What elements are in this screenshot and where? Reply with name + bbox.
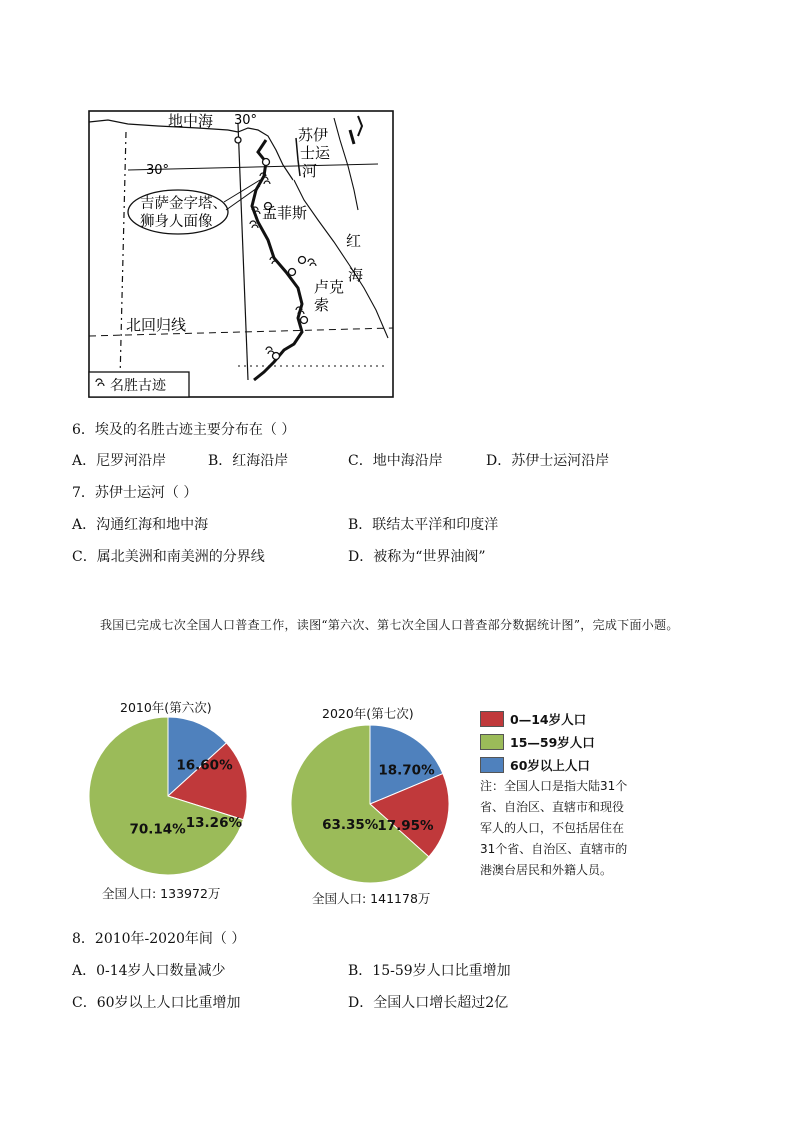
pie-data-label: 18.70% — [378, 762, 435, 779]
legend-item-0-14 — [480, 710, 595, 728]
q7-stem: 7．苏伊士运河（ ） — [72, 485, 198, 501]
pie-chart-2010 — [88, 716, 258, 886]
q7-option-a[interactable]: A．沟通红海和地中海 — [72, 517, 209, 533]
legend-swatch-blue — [480, 757, 504, 773]
q7-option-d[interactable]: D．被称为“世界油阀” — [348, 549, 486, 565]
legend-item-15-59 — [480, 733, 595, 751]
pie-chart-2020 — [290, 724, 460, 894]
q6-option-b[interactable]: B．红海沿岸 — [208, 453, 289, 469]
pie-data-label: 13.26% — [185, 815, 243, 832]
q8-option-c[interactable]: C．60岁以上人口比重增加 — [72, 995, 241, 1011]
q7-option-c[interactable]: C．属北美洲和南美洲的分界线 — [72, 549, 265, 565]
pie1-total: 全国人口: 133972万 — [102, 886, 221, 901]
egypt-map-svg — [88, 110, 394, 398]
intro-paragraph: 我国已完成七次全国人口普查工作，读图“第六次、第七次全国人口普查部分数据统计图”，完成下面小题。 — [100, 618, 679, 632]
q6-stem: 6．埃及的名胜古迹主要分布在（ ） — [72, 422, 296, 438]
city-marker — [263, 159, 270, 166]
legend-label-0-14: 0—14岁人口 — [510, 712, 587, 727]
label-callout-2: 狮身人面像 — [140, 214, 213, 230]
q8-stem: 8．2010年-2020年间（ ） — [72, 931, 246, 947]
q6-option-c[interactable]: C．地中海沿岸 — [348, 453, 443, 469]
pie2-title: 2020年(第七次) — [322, 706, 414, 721]
label-30-top: 30° — [234, 113, 258, 128]
legend-swatch-red — [480, 711, 504, 727]
q8-option-b[interactable]: B．15-59岁人口比重增加 — [348, 963, 511, 979]
chart-legend — [480, 710, 595, 774]
q6-option-a[interactable]: A．尼罗河沿岸 — [72, 453, 167, 469]
map-frame — [89, 111, 393, 397]
q6-option-d[interactable]: D．苏伊士运河沿岸 — [486, 453, 610, 469]
label-callout-1: 吉萨金字塔、 — [140, 196, 227, 212]
city-marker — [301, 317, 308, 324]
legend-item-60 — [480, 756, 595, 774]
label-tropic: 北回归线 — [126, 316, 187, 334]
chart-note: 注：全国人口是指大陆31个省、自治区、直辖市和现役军人的人口，不包括居住在31个省、自治区、直辖市的港澳台居民和外籍人员。 — [480, 779, 628, 877]
legend-label: 名胜古迹 — [110, 378, 166, 394]
luxor-marker — [299, 257, 306, 264]
legend-label-60: 60岁以上人口 — [510, 758, 590, 773]
legend-swatch-green — [480, 734, 504, 750]
pie-data-label: 70.14% — [129, 821, 186, 838]
pie-data-label: 17.95% — [377, 817, 434, 834]
pie-data-label: 16.60% — [176, 757, 233, 774]
label-suez-2: 士运 — [300, 144, 331, 162]
label-mediterranean: 地中海 — [168, 112, 214, 130]
label-suez-3: 河 — [302, 162, 318, 180]
label-luxor-1: 卢克 — [314, 278, 345, 296]
label-memphis: 孟菲斯 — [262, 204, 308, 222]
label-red-1: 红 — [346, 232, 362, 250]
city-marker — [235, 137, 241, 143]
city-marker — [289, 269, 296, 276]
label-30-left: 30° — [146, 163, 170, 178]
pie2-total: 全国人口: 141178万 — [312, 891, 431, 906]
label-suez-1: 苏伊 — [298, 126, 329, 144]
q8-option-a[interactable]: A．0-14岁人口数量减少 — [72, 963, 226, 979]
label-luxor-2: 索 — [314, 296, 330, 314]
pie1-title: 2010年(第六次) — [120, 700, 212, 715]
egypt-map — [88, 110, 394, 398]
label-red-2: 海 — [348, 266, 364, 284]
pie-data-label: 63.35% — [322, 816, 379, 833]
q8-option-d[interactable]: D．全国人口增长超过2亿 — [348, 995, 509, 1011]
q7-option-b[interactable]: B．联结太平洋和印度洋 — [348, 517, 499, 533]
legend-label-15-59: 15—59岁人口 — [510, 735, 595, 750]
